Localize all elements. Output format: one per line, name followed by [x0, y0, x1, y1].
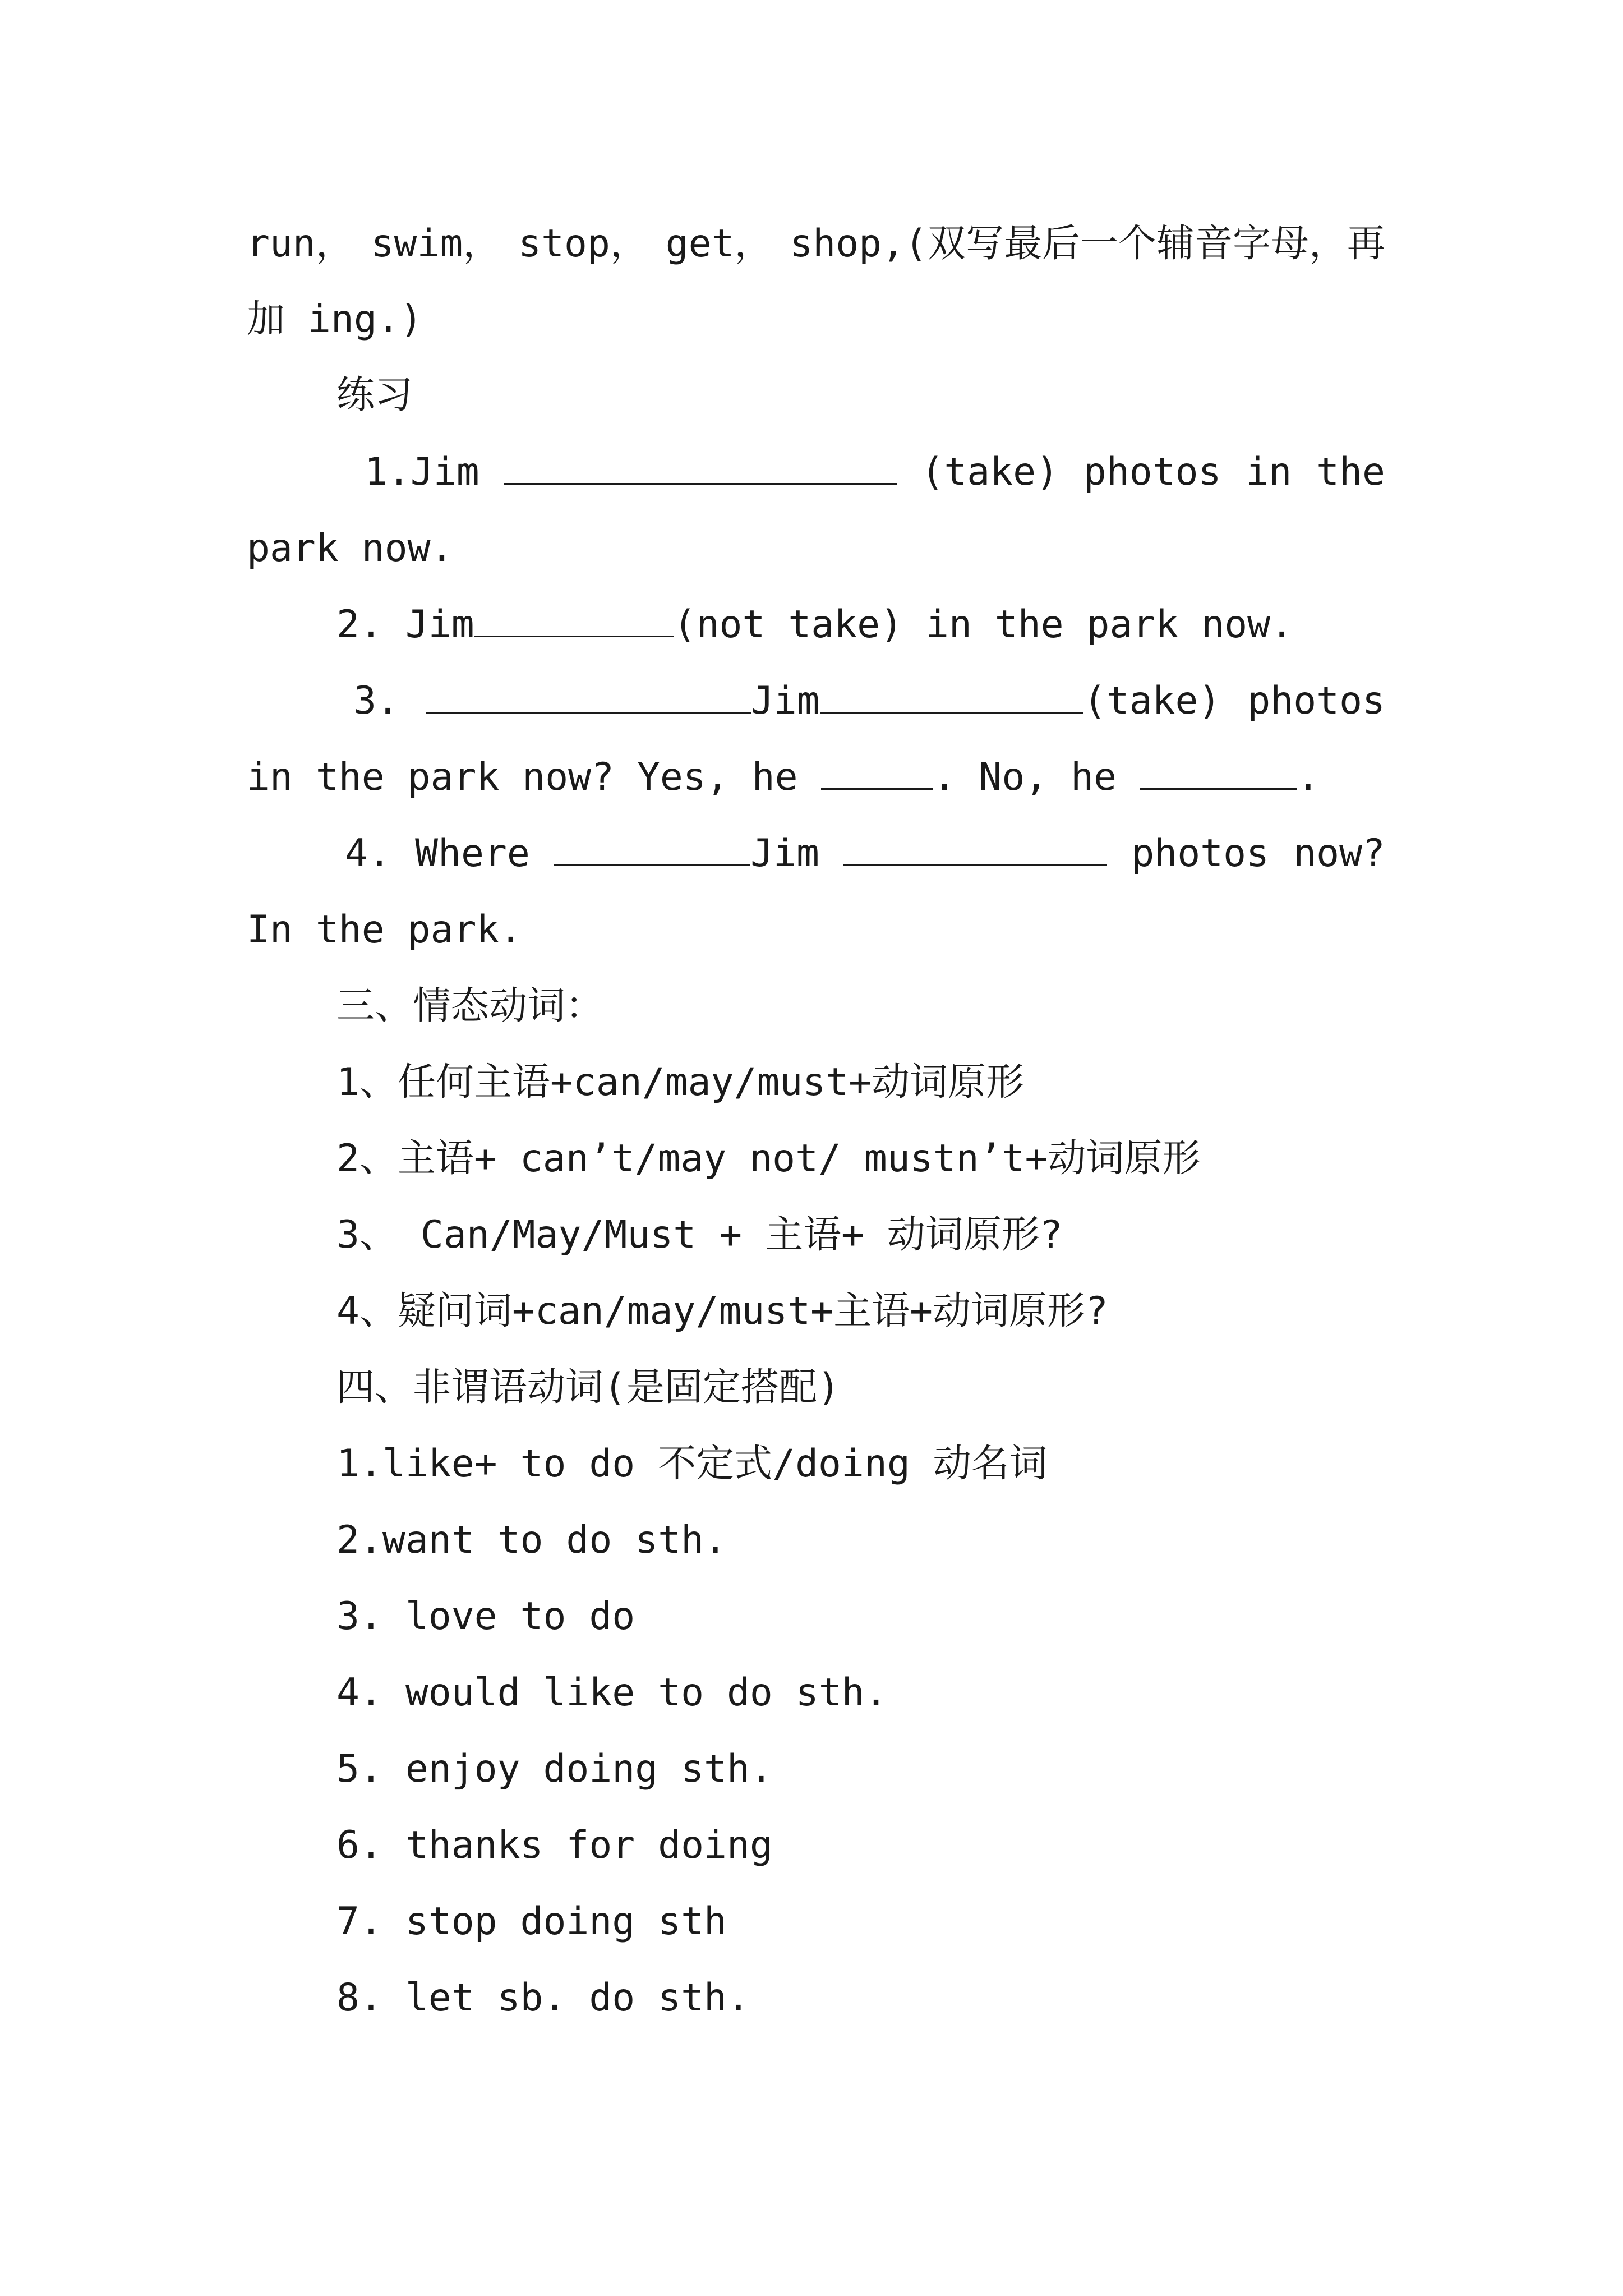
nonfinite-item-1: 1.like+ to do 不定式/doing 动名词 [336, 1442, 1048, 1486]
q3-blank-2[interactable] [820, 678, 1083, 714]
nonfinite-heading: 四、非谓语动词(是固定搭配) [336, 1365, 840, 1410]
modal-verbs-heading: 三、情态动词： [336, 984, 604, 1028]
q1-in: in [1246, 450, 1292, 494]
q4-label: 4. [345, 831, 391, 876]
q3-label: 3. [353, 679, 399, 723]
doubling-rule-line-cont: 加 ing.) [247, 297, 423, 342]
nonfinite-item-5: 5. enjoy doing sth. [336, 1747, 773, 1791]
word-get: get， [665, 222, 773, 266]
q4-where: Where [415, 831, 530, 876]
q3-cont-a: in the park now? Yes, he [247, 755, 798, 799]
q1-take: (take) [921, 450, 1059, 494]
q1-label: 1.Jim [365, 450, 479, 494]
q4-jim: Jim [750, 831, 819, 876]
modal-rule-1: 1、任何主语+can/may/must+动词原形 [336, 1060, 1025, 1105]
q3-jim: Jim [750, 679, 820, 723]
modal-rule-3: 3、 Can/May/Must + 主语+ 动词原形? [336, 1213, 1063, 1257]
q4-group [554, 829, 819, 879]
q4-blank-1[interactable] [554, 831, 750, 866]
q3-take: (take) [1083, 679, 1221, 723]
question-2 [336, 600, 1475, 650]
q1-photos: photos [1083, 450, 1221, 494]
q2-rest: (not take) in the park now. [673, 602, 1294, 647]
question-4 [345, 829, 1385, 879]
question-1-cont: park now. [247, 526, 454, 570]
nonfinite-item-6: 6. thanks for doing [336, 1823, 773, 1867]
question-1 [365, 447, 1385, 498]
nonfinite-item-4: 4. would like to do sth. [336, 1671, 888, 1715]
word-run: run， [247, 222, 354, 266]
q3-blanks-group [426, 676, 1221, 726]
nonfinite-item-2: 2.want to do sth. [336, 1518, 727, 1562]
nonfinite-item-8: 8. let sb. do sth. [336, 1976, 750, 2020]
q3-photos: photos [1247, 679, 1385, 723]
word-stop: stop， [518, 222, 648, 266]
q1-blank[interactable] [504, 449, 897, 485]
word-swim: swim， [371, 222, 501, 266]
q4-now: now? [1293, 831, 1385, 876]
question-3 [353, 676, 1385, 726]
q1-the: the [1316, 450, 1385, 494]
q3-blank-yes[interactable] [821, 754, 933, 790]
word-shop-rule: shop,(双写最后一个辅音字母，再 [790, 222, 1385, 266]
question-3-cont [247, 752, 1385, 803]
q3-blank-no[interactable] [1140, 754, 1297, 790]
question-4-cont: In the park. [247, 908, 523, 952]
nonfinite-item-7: 7. stop doing sth [336, 1899, 727, 1944]
q3-cont-c: . [1296, 755, 1320, 799]
q2-blank[interactable] [474, 602, 674, 637]
modal-rule-2: 2、主语+ can’t/may not/ mustn’t+动词原形 [336, 1137, 1201, 1181]
q4-blank-2[interactable] [843, 831, 1107, 866]
q3-blank-1[interactable] [426, 678, 751, 714]
q3-cont-b: . No, he [933, 755, 1117, 799]
q2-label: 2. Jim [336, 602, 474, 647]
doubling-rule-line [247, 219, 1385, 269]
practice-heading: 练习 [336, 373, 413, 417]
modal-rule-4: 4、疑问词+can/may/must+主语+动词原形? [336, 1289, 1108, 1333]
q4-photos: photos [1131, 831, 1269, 876]
nonfinite-item-3: 3. love to do [336, 1594, 635, 1639]
